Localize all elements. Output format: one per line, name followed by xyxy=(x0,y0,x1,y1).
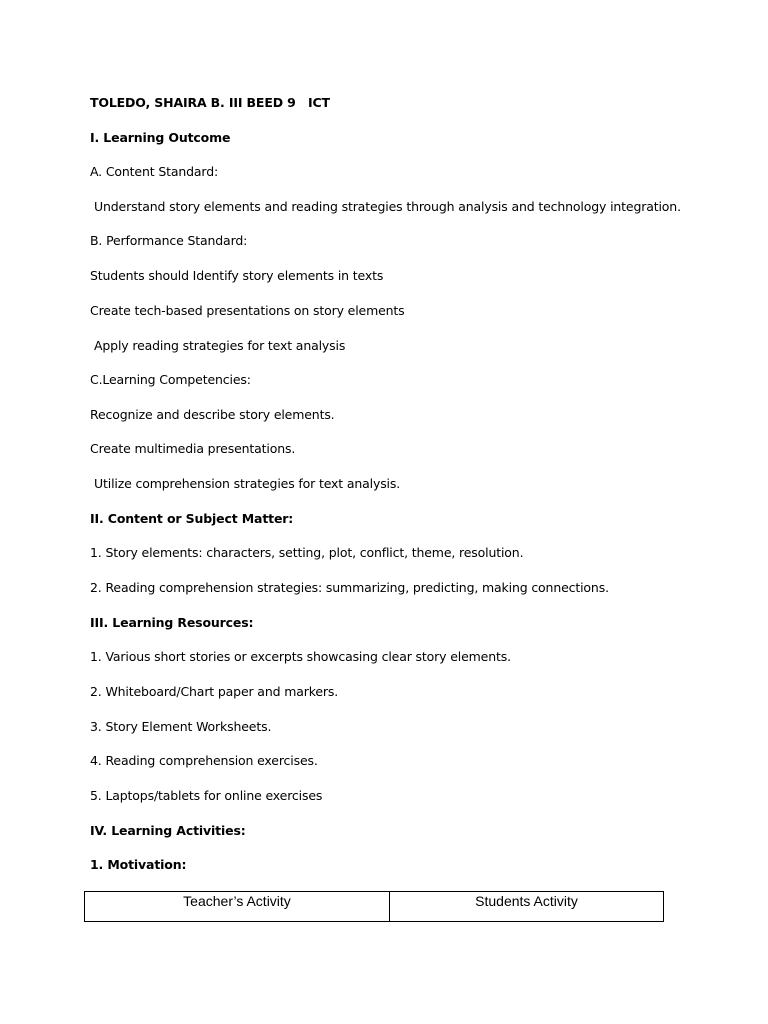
resource-item: 1. Various short stories or excerpts showcasing clear story elements. xyxy=(90,649,511,664)
document-header xyxy=(90,95,330,111)
resource-item: 4. Reading comprehension exercises. xyxy=(90,753,318,768)
performance-item: Create tech-based presentations on story elements xyxy=(90,303,405,318)
student-name: TOLEDO, SHAIRA B. III BEED 9 xyxy=(90,95,296,110)
teacher-activity-header: Teacher’s Activity xyxy=(85,892,390,922)
table-header-row xyxy=(85,892,664,922)
activity-table xyxy=(84,891,664,922)
content-standard-label: A. Content Standard: xyxy=(90,164,219,179)
subject-matter-item: 1. Story elements: characters, setting, plot, conflict, theme, resolution. xyxy=(90,545,524,560)
competencies-label: C.Learning Competencies: xyxy=(90,372,251,387)
learning-outcome-heading: I. Learning Outcome xyxy=(90,130,231,145)
competency-item: Create multimedia presentations. xyxy=(90,441,296,456)
subject-matter-heading: II. Content or Subject Matter: xyxy=(90,511,294,526)
resources-heading: III. Learning Resources: xyxy=(90,615,254,630)
competency-item: Utilize comprehension strategies for text analysis. xyxy=(94,476,401,491)
performance-item: Apply reading strategies for text analysis xyxy=(94,338,346,353)
performance-standard-label: B. Performance Standard: xyxy=(90,233,248,248)
motivation-heading: 1. Motivation: xyxy=(90,857,187,872)
performance-item: Students should Identify story elements in texts xyxy=(90,268,384,283)
students-activity-header: Students Activity xyxy=(390,892,664,922)
content-standard-text: Understand story elements and reading strategies through analysis and technology integration. xyxy=(94,199,681,214)
subject-matter-item: 2. Reading comprehension strategies: summarizing, predicting, making connections. xyxy=(90,580,609,595)
resource-item: 2. Whiteboard/Chart paper and markers. xyxy=(90,684,339,699)
subject-label: ICT xyxy=(308,95,330,110)
competency-item: Recognize and describe story elements. xyxy=(90,407,335,422)
resource-item: 3. Story Element Worksheets. xyxy=(90,719,272,734)
activities-heading: IV. Learning Activities: xyxy=(90,823,246,838)
resource-item: 5. Laptops/tablets for online exercises xyxy=(90,788,323,803)
